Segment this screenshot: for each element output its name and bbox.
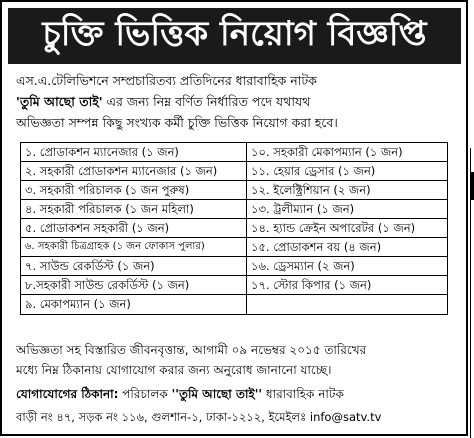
position-cell: ১৫. প্রোডাকশন বয় (৪ জন) [251, 240, 382, 254]
position-cell: ১১. হেয়ার ড্রেসার (১ জন) [251, 164, 376, 178]
closing-line-1: অভিজ্ঞতা সহ বিস্তারিত জীবনবৃত্তান্ত, আগামী ০৯ নভেম্বর ২০১৫ তারিখের [16, 343, 367, 357]
position-cell: ৬. সহকারী চিত্রগ্রাহক (১ জন ফোকাস পুলার) [21, 238, 247, 256]
intro-paragraph [16, 70, 460, 133]
table-row [21, 143, 447, 162]
position-cell: ৩. সহকারী পরিচালক (১ জন পুরুষ) [21, 181, 247, 199]
intro-text-3: অভিজ্ঞতা সম্পন্ন কিছু সংখ্যক কর্মী চুক্তি ভিত্তিক নিয়োগ করা হবে। [16, 115, 338, 130]
contact-text-pre: পরিচালক [122, 387, 168, 401]
ad-title-banner [8, 8, 461, 64]
position-cell [247, 295, 446, 314]
contact-label: যোগাযোগের ঠিকানা: [16, 387, 119, 401]
table-row [21, 276, 447, 295]
position-cell: ১. প্রোডাকশন ম্যানেজার (১ জন) [21, 143, 247, 161]
position-cell: ৪. সহকারী পরিচালক (১ জন মহিলা) [21, 200, 247, 218]
table-row [21, 219, 447, 238]
intro-text-1: এস.এ.টেলিভিশনে সম্প্রচারিতব্য প্রতিদিনের ধারাবাহিক নাটক [16, 73, 317, 88]
position-cell: ১৩. ট্রলীম্যান (১ জন) [251, 202, 355, 216]
table-row [21, 200, 447, 219]
closing-line-2: মধ্যে নিম্ন ঠিকানায় যোগাযোগ করার জন্য অনুরোধ জানানো যাচ্ছে। [16, 363, 332, 377]
position-cell: ১০. সহকারী মেকাপম্যান (১ জন) [251, 145, 403, 159]
intro-line-2 [16, 91, 460, 112]
position-cell: ৯. মেকাপম্যান (১ জন) [21, 295, 247, 314]
position-cell: ১৭. স্টোর কিপার (১ জন) [251, 278, 372, 292]
contact-text-post: ধারাবাহিক নাটক [265, 387, 344, 401]
table-row [21, 181, 447, 200]
table-row [21, 238, 447, 257]
contact-drama-name: ''তুমি আছো তাই'' [171, 387, 263, 401]
position-cell: ৫. প্রোডাকশন সহকারী (১ জন) [21, 219, 247, 237]
contact-line [16, 384, 462, 404]
intro-line-3 [16, 112, 460, 133]
position-cell: ১৬. ড্রেসম্যান (২ জন) [251, 259, 355, 273]
position-cell: ১৪. হ্যান্ড ক্রেইন অপারেটর (১ জন) [251, 221, 416, 235]
contact-address: বাড়ী নং ৪৭, সড়ক নং ১১৬, গুলশান-১, ঢাকা-১২১২, ইমেইলঃ info@satv.tv [16, 410, 382, 424]
intro-text-2: এর জন্য নিম্ন বর্ণিত নির্ধারিত পদে যথাযথ [106, 94, 311, 109]
position-cell: ১২. ইলেক্ট্রিশিয়ান (২ জন) [251, 183, 371, 197]
intro-line-1 [16, 70, 460, 91]
drama-name: 'তুমি আছো তাই' [16, 94, 103, 109]
table-row [21, 257, 447, 276]
position-cell: ২. সহকারী প্রোডাকশন ম্যানেজার (১ জন) [21, 162, 247, 180]
table-row [21, 162, 447, 181]
table-row [21, 295, 447, 314]
ad-title: চুক্তি ভিত্তিক নিয়োগ বিজ্ঞপ্তি [42, 13, 427, 54]
position-cell: ৭. সাউন্ড রেকর্ডিস্ট (১ জন) [21, 257, 247, 275]
positions-table [20, 142, 448, 315]
closing-paragraph [16, 340, 462, 380]
position-cell: ৮.সহকারী সাউন্ড রেকর্ডিস্ট (১ জন) [21, 276, 247, 294]
